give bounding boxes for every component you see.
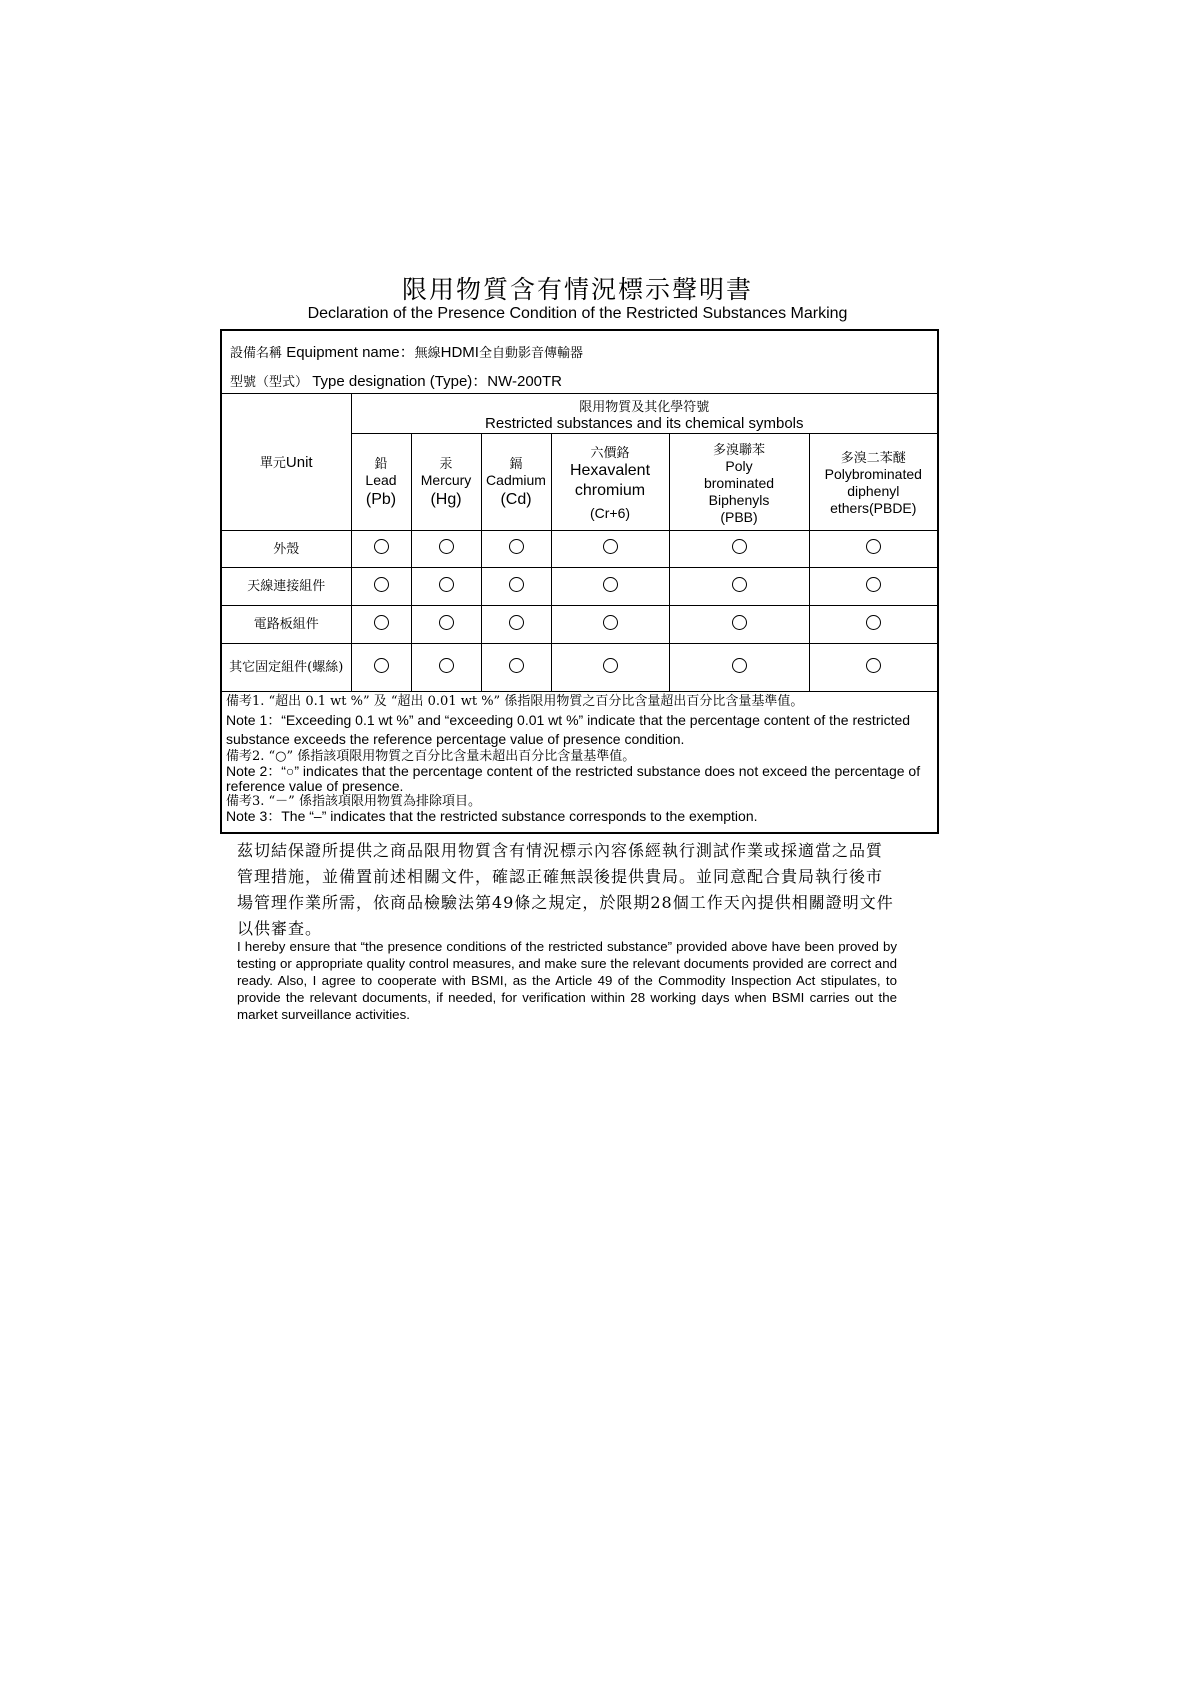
group-header-en: Restricted substances and its chemical symbols	[485, 414, 804, 432]
note2-en: Note 2：“○” indicates that the percentage content of the restricted substance does not exceed the percentage of reference value of presence.	[226, 763, 921, 794]
circle-mark-icon	[732, 615, 747, 630]
equipment-value-en: HDMI	[440, 344, 479, 361]
row-unit-label: 其它固定組件(螺絲)	[222, 644, 351, 692]
presence-cell	[481, 644, 551, 692]
presence-cell	[669, 606, 809, 644]
col-en1: Mercury	[420, 472, 472, 488]
type-designation-row	[230, 370, 562, 391]
column-header-cadmium	[481, 434, 551, 531]
col-zh: 多溴聯苯	[712, 442, 765, 458]
presence-cell	[809, 531, 937, 568]
presence-cell	[809, 644, 937, 692]
circle-mark-icon	[374, 658, 389, 673]
presence-cell	[551, 606, 669, 644]
presence-cell	[669, 531, 809, 568]
presence-cell	[411, 531, 481, 568]
circle-mark-icon	[866, 615, 881, 630]
col-en2: chromium	[574, 482, 646, 499]
circle-mark-icon	[866, 577, 881, 592]
circle-mark-icon	[603, 615, 618, 630]
col-en2: (Hg)	[430, 491, 462, 508]
presence-cell	[351, 644, 411, 692]
declaration-table-box	[220, 329, 939, 834]
circle-mark-icon	[439, 539, 454, 554]
equipment-name-row	[230, 341, 583, 362]
col-en1: Polybrominated	[824, 466, 922, 482]
certification-english: I hereby ensure that “the presence conditions of the restricted substance” provided above have been proved by testing or appropriate quality control measures, and make sure the relevant documents provided are correct and ready. Also, I agree to cooperate with BSMI, as the Article 49 of the Commodity Inspection Act stipulates, to provide the relevant documents, if needed, for verification within 28 working days when BSMI carries out the market surveillance activities.	[237, 939, 897, 1022]
note3-zh: 備考3. “－” 係指該項限用物質為排除項目。	[226, 794, 481, 809]
presence-cell	[351, 606, 411, 644]
table-row	[222, 606, 937, 644]
presence-cell	[411, 644, 481, 692]
circle-mark-icon	[374, 539, 389, 554]
equipment-value-zh2: 全自動影音傳輸器	[478, 346, 583, 361]
presence-cell	[669, 644, 809, 692]
col-en4: (PBB)	[720, 508, 758, 525]
col-en2: diphenyl	[847, 483, 900, 499]
circle-mark-icon	[439, 658, 454, 673]
substances-group-header	[351, 394, 937, 434]
col-en3: ethers(PBDE)	[830, 500, 917, 516]
col-en3: Biphenyls	[708, 491, 770, 508]
type-label-en: Type designation (Type)：	[312, 373, 488, 390]
row-unit-label: 天線連接組件	[222, 568, 351, 606]
col-en2: brominated	[703, 474, 775, 491]
presence-cell	[551, 568, 669, 606]
presence-cell	[411, 606, 481, 644]
note3-en: Note 3：The “–” indicates that the restricted substance corresponds to the exemption.	[226, 808, 758, 824]
note1-zh: 備考1. “超出 0.1 wt %” 及 “超出 0.01 wt %” 係指限用物質之百分比含量超出百分比含量基準值。	[226, 694, 804, 709]
circle-mark-icon	[603, 577, 618, 592]
circle-mark-icon	[732, 577, 747, 592]
presence-cell	[809, 568, 937, 606]
circle-mark-icon	[509, 615, 524, 630]
col-zh: 六價鉻	[590, 446, 630, 461]
title-chinese: 限用物質含有情況標示聲明書	[401, 275, 753, 304]
unit-header-en: Unit	[285, 454, 313, 471]
column-header-pbb	[669, 434, 809, 531]
presence-cell	[551, 531, 669, 568]
col-en1: Cadmium	[486, 472, 546, 488]
note2-zh: 備考2. “○” 係指該項限用物質之百分比含量未超出百分比含量基準值。	[226, 749, 636, 764]
circle-mark-icon	[439, 577, 454, 592]
presence-cell	[481, 606, 551, 644]
certification-chinese: 茲切結保證所提供之商品限用物質含有情況標示內容係經執行測試作業或採適當之品質管理措施，並備置前述相關文件，確認正確無誤後提供貴局。並同意配合貴局執行後市場管理作業所需，依商品檢驗法第49條之規定，於限期28個工作天內提供相關證明文件以供審查。	[237, 841, 894, 938]
circle-mark-icon	[509, 539, 524, 554]
circle-mark-icon	[439, 615, 454, 630]
column-header-mercury	[411, 434, 481, 531]
col-en2: (Cd)	[500, 491, 532, 508]
col-zh: 多溴二苯醚	[840, 451, 906, 466]
circle-mark-icon	[866, 658, 881, 673]
table-row	[222, 531, 937, 568]
notes-section	[226, 692, 936, 824]
col-en3: (Cr+6)	[589, 505, 631, 521]
type-value: NW-200TR	[487, 373, 563, 390]
circle-mark-icon	[866, 539, 881, 554]
group-header-zh: 限用物質及其化學符號	[579, 399, 710, 415]
equipment-label-en: Equipment name：	[286, 344, 415, 361]
column-header-pbde	[809, 434, 937, 531]
presence-cell	[551, 644, 669, 692]
table-row	[222, 568, 937, 606]
circle-mark-icon	[603, 539, 618, 554]
note1-en: Note 1：“Exceeding 0.1 wt %” and “exceeding 0.01 wt %” indicate that the percentage content of the restricted substance exceeds the reference percentage value of presence condition.	[226, 712, 911, 747]
presence-cell	[481, 531, 551, 568]
presence-cell	[481, 568, 551, 606]
presence-cell	[669, 568, 809, 606]
row-unit-label: 電路板組件	[222, 606, 351, 644]
type-label-zh: 型號（型式）	[230, 375, 309, 390]
equipment-label-zh: 設備名稱	[230, 346, 283, 361]
circle-mark-icon	[732, 658, 747, 673]
circle-mark-icon	[732, 539, 747, 554]
substances-table	[222, 393, 937, 692]
col-en2: (Pb)	[365, 491, 397, 508]
title-english: Declaration of the Presence Condition of the Restricted Substances Marking	[307, 305, 848, 322]
col-en1: Lead	[365, 472, 397, 488]
presence-cell	[809, 606, 937, 644]
unit-header-zh: 單元	[259, 456, 286, 471]
col-zh: 鉛	[374, 457, 388, 472]
col-zh: 鎘	[509, 457, 523, 472]
presence-cell	[411, 568, 481, 606]
table-row	[222, 644, 937, 692]
column-header-hexavalent-chromium	[551, 434, 669, 531]
circle-mark-icon	[374, 577, 389, 592]
column-header-lead	[351, 434, 411, 531]
circle-mark-icon	[374, 615, 389, 630]
equipment-value-zh: 無線	[414, 346, 441, 361]
circle-mark-icon	[509, 577, 524, 592]
circle-mark-icon	[603, 658, 618, 673]
col-zh: 汞	[439, 457, 453, 472]
row-unit-label: 外殼	[222, 531, 351, 568]
presence-cell	[351, 531, 411, 568]
circle-mark-icon	[509, 658, 524, 673]
col-en1: Hexavalent	[569, 462, 651, 479]
unit-header	[222, 394, 351, 531]
presence-cell	[351, 568, 411, 606]
col-en1: Poly	[725, 457, 753, 474]
